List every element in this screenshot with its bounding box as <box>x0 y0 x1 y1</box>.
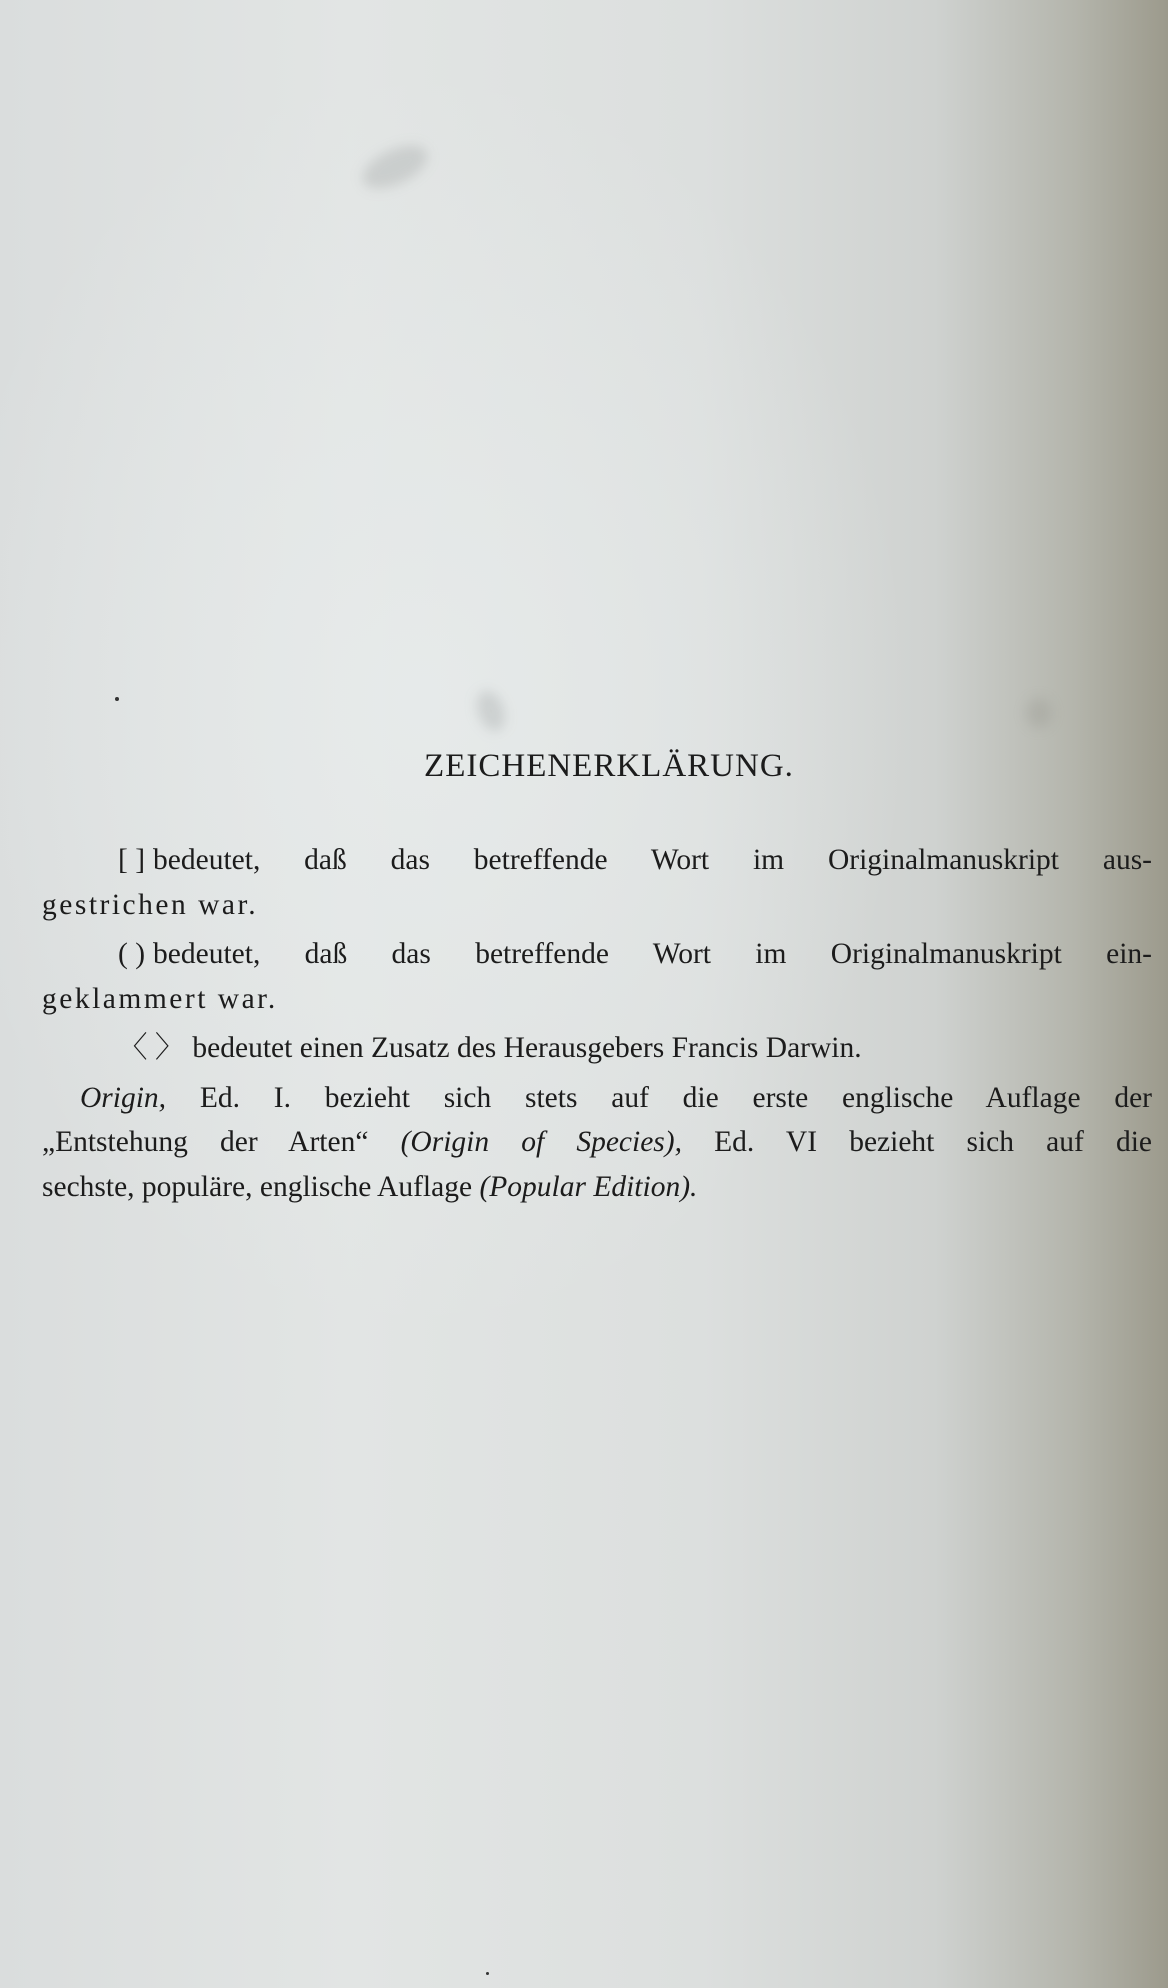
entry-text: sechste, populäre, englische Auflage <box>42 1170 473 1203</box>
origin-label: Origin, <box>80 1081 167 1114</box>
speck-left <box>115 697 119 701</box>
symbol-parentheses: ( ) <box>118 938 146 970</box>
entry-line <box>42 1120 1152 1165</box>
legend-entry-origin <box>42 1076 1152 1210</box>
entry-text: Ed. I. bezieht sich stets auf die erste englische Auflage der <box>199 1081 1152 1114</box>
legend-content <box>42 838 1152 1214</box>
legend-entry-parentheses <box>42 932 1152 1021</box>
page-title: ZEICHENERKLÄRUNG. <box>424 748 794 784</box>
entry-line: gestrichen war. <box>42 888 259 921</box>
legend-entry-angle-brackets <box>42 1026 1152 1071</box>
entry-italic-text: (Popular Edition). <box>479 1170 698 1203</box>
legend-entry-square-brackets <box>42 838 1152 927</box>
symbol-square-brackets: [ ] <box>118 844 146 876</box>
entry-line: geklammert war. <box>42 982 278 1015</box>
stain-top <box>356 137 434 197</box>
entry-text: „Entstehung der Arten“ <box>42 1126 369 1158</box>
entry-line <box>42 1165 1152 1210</box>
entry-text: bedeutet, daß das betreffende Wort im Originalmanuskript ein- <box>153 938 1152 970</box>
stain-right <box>1026 698 1052 728</box>
entry-text: bedeutet, daß das betreffende Wort im Originalmanuskript aus- <box>153 844 1152 876</box>
entry-line <box>42 1076 1152 1121</box>
entry-line <box>42 932 1152 977</box>
symbol-angle-brackets: 〈 〉 <box>118 1032 185 1064</box>
stain-middle <box>472 687 511 735</box>
entry-line <box>42 1026 1152 1071</box>
entry-line <box>42 838 1152 883</box>
entry-text: Ed. VI bezieht sich auf die <box>714 1126 1153 1158</box>
entry-text: bedeutet einen Zusatz des Herausgebers Francis Darwin. <box>192 1032 862 1064</box>
entry-italic-text: (Origin of Species), <box>400 1126 682 1158</box>
speck-bottom <box>486 1972 489 1975</box>
